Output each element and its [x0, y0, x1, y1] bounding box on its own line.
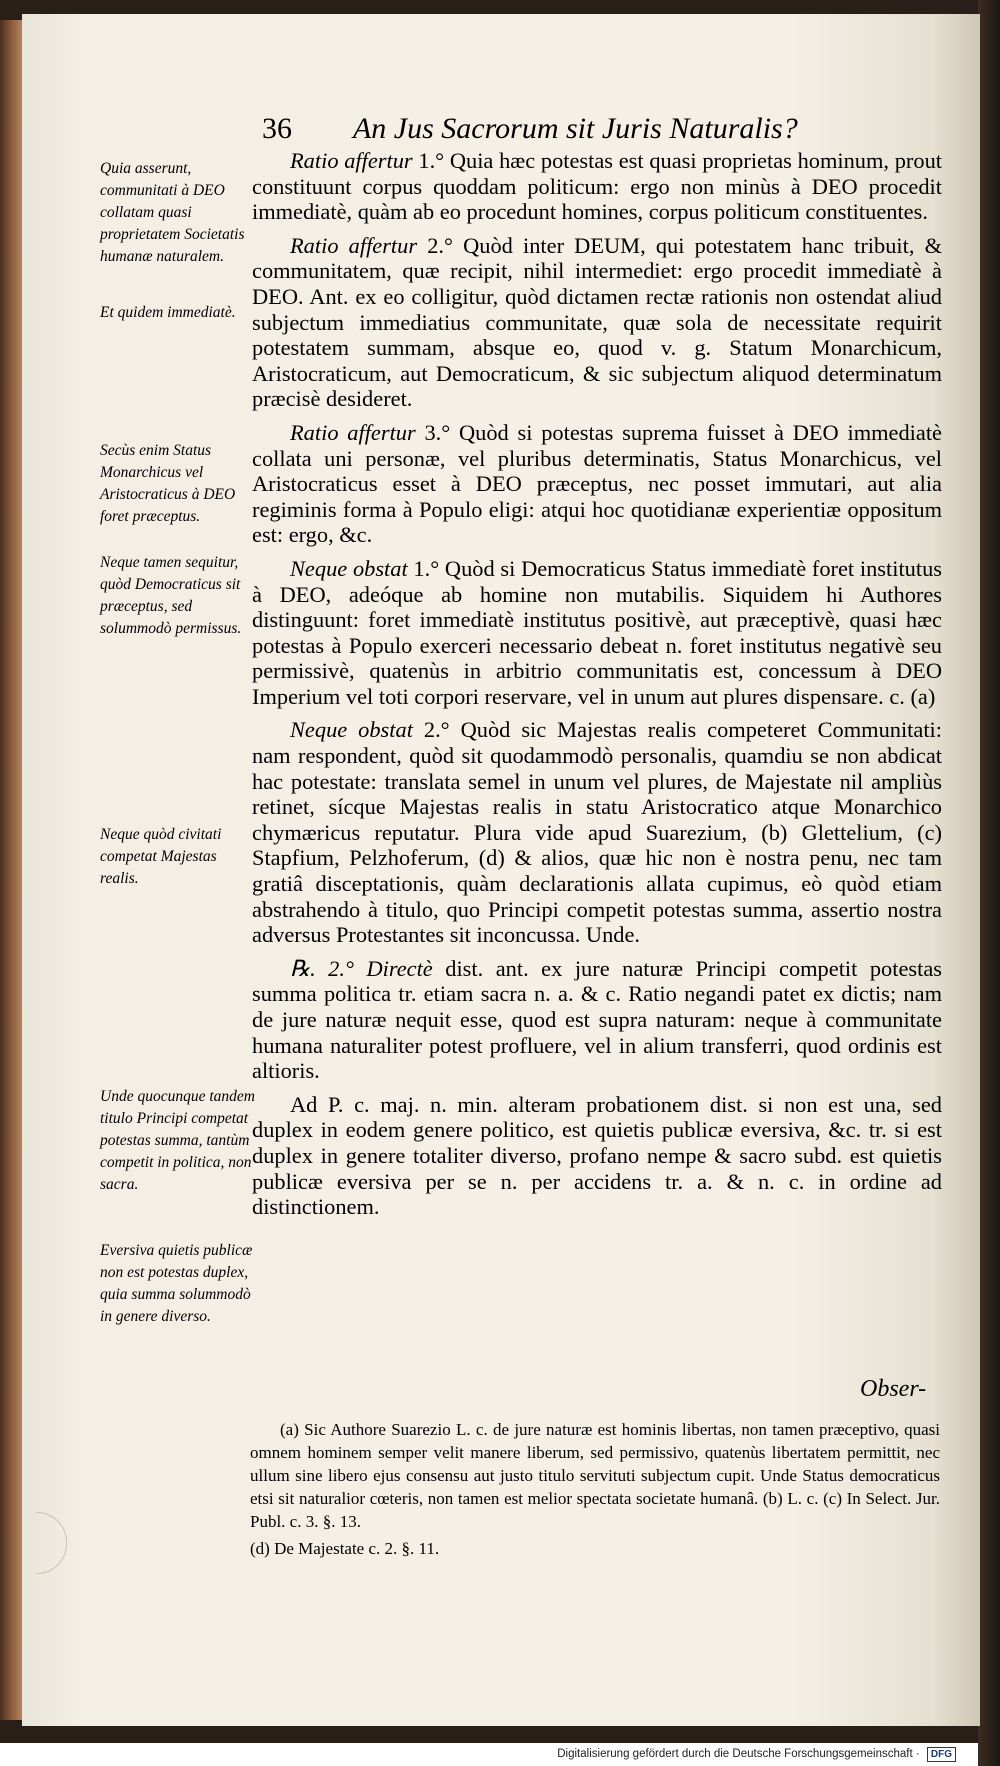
dfg-logo-icon: DFG: [927, 1747, 956, 1762]
margin-note: Unde quocunque tandem titulo Principi competat potestas summa, tantùm competit in politica, non sacra.: [100, 1088, 255, 1193]
margin-note: Secùs enim Status Monarchicus vel Aristocraticus à DEO foret præceptus.: [100, 442, 236, 525]
paragraph-lead: Ratio affertur: [290, 148, 413, 173]
paragraph: [252, 956, 942, 1084]
footer-text: Digitalisierung gefördert durch die Deutsche Forschungsgemeinschaft ·: [557, 1748, 920, 1760]
page-header: [262, 112, 862, 146]
paragraph-text: 1.° Quia hæc potestas est quasi proprietas hominum, prout constituunt corpus quoddam politicum: ergo non minùs à DEO procedit immediatè, quàm ab eo procedunt homines, corpus politicum constituentes.: [252, 148, 942, 225]
paragraph-text: 2.° Quòd sic Majestas realis competeret Communitati: nam respondent, quòd sit quodammodò personalis, quamdiu se non abdicat hac potestate: translata semel in unum vel plures, de Majestate nil ampliùs retinet, sícque Majestas realis in statu Aristocratico atque Monarchico chymæricus reputatur. Plura vide apud Suarezium, (b) Glettelium, (c) Stapfium, Pelzhoferum, (d) & alios, quæ hic non è nostra penu, nec tam gratiâ disceptationis, quàm declarationis allata cupimus, eò quòd etiam abstrahendo à titulo, quo Principi competit potestas summa, assertio nostra adversus Protestantes sit inconcussa. Unde.: [252, 717, 942, 948]
digitization-footer: [0, 1743, 978, 1766]
paragraph-text: dist. ant. ex jure naturæ Principi competit potestas summa politica tr. etiam sacra n. a. & c. Ratio negandi patet ex dictis; nam de jure naturæ nequit esse, quod est supra naturam: neque à communitate humana naturaliter potest profluere, vel in alium transferri, quod ordinis est altioris.: [252, 955, 942, 1084]
footnote: (d) De Majestate c. 2. §. 11.: [250, 1539, 440, 1558]
paragraph-text: Ad P. c. maj. n. min. alteram probationem dist. si non est una, sed duplex in eodem genere politico, est quietis publicæ eversiva, &c. tr. si est duplex in genere totaliter diverso, profano nempe & sacro subd. est quietis publicæ eversiva per se n. per accidens tr. a. & n. c. in ordine ad distinctionem.: [252, 1091, 942, 1220]
paragraph: [252, 420, 942, 548]
paragraph-lead: Ratio affertur: [290, 419, 416, 445]
margin-note: Eversiva quietis publicæ non est potestas duplex, quia summa solummodò in genere diverso.: [100, 1242, 253, 1325]
paragraph-lead: Neque obstat: [290, 555, 408, 581]
footnote: (a) Sic Authore Suarezio L. c. de jure naturæ est hominis libertas, non tamen præceptivo, quasi omnem hominem semper velit manere liberum, sed permissivo, quatenùs libertatem permittit, nec ullum sine libero ejus consensu aut justo titulo servituti subjectum cupit. Unde Status democraticus etsi sit naturalior cœteris, non tamen est melior spectata societate humanâ. (b) L. c. (c) In Select. Jur. Publ. c. 3. §. 13.: [250, 1420, 940, 1531]
paragraph-lead: Ratio affertur: [290, 232, 418, 258]
page-hole-mark: [36, 1512, 67, 1574]
catchword: Obser-: [860, 1376, 927, 1402]
margin-note: Neque quòd civitati competat Majestas realis.: [100, 826, 222, 887]
page-number: 36: [262, 112, 292, 145]
paragraph: [252, 556, 942, 710]
paragraph: [252, 717, 942, 947]
running-title: An Jus Sacrorum sit Juris Naturalis?: [352, 112, 798, 145]
main-text: [252, 148, 942, 1228]
paragraph: [252, 148, 942, 225]
next-page-edge: [978, 0, 1000, 1766]
footnotes: [250, 1418, 940, 1564]
paragraph: [252, 1092, 942, 1220]
margin-note: Neque tamen sequitur, quòd Democraticus sit præceptus, sed solummodò permissus.: [100, 554, 242, 637]
paragraph: [252, 233, 942, 412]
paragraph-text: 3.° Quòd si potestas suprema fuisset à DEO immediatè collata uni personæ, vel pluribus determinatis, Status Monarchicus, vel Aristocraticus esset à DEO præceptus, nec posset immutari, aut alia regiminis forma à Populo eligi: atqui hoc quotidianæ experientiæ oppositum est: ergo, &c.: [252, 419, 942, 548]
paragraph-lead: ℞. 2.° Directè: [290, 955, 433, 981]
paragraph-text: 2.° Quòd inter DEUM, qui potestatem hanc tribuit, & communitatem, quæ recipit, nihil intermediet: ergo procedit immediatè à DEO. Ant. ex eo colligitur, quòd dictamen rectæ rationis non ostendat aliud subjectum immediatius communitate, quæ sola de necessitate requirit potestatem summam, absque eo, quod v. g. Statum Monarchicum, Aristocraticum, aut Democraticum, & sic subjectum aliquod determinatum præcisè desideret.: [252, 232, 942, 412]
margin-note: Quia asserunt, communitati à DEO collatam quasi proprietatem Societatis humanæ naturalem.: [100, 160, 245, 265]
paragraph-text: 1.° Quòd si Democraticus Status immediatè foret institutus à DEO, adeóque ab homine non mutabilis. Siquidem hi Authores distinguunt: foret immediatè institutus positivè, aut præceptivè, quasi hæc potestas à Populo exerceri necessario debeat n. foret institutus negativè seu permissivè, quatenùs in arbitrio communitatis est, concessum à DEO Imperium vel toti corpori reservare, vel in unum aut plures dispensare. c. (a): [252, 555, 942, 709]
margin-note: Et quidem immediatè.: [100, 304, 236, 321]
paragraph-lead: Neque obstat: [290, 717, 413, 743]
